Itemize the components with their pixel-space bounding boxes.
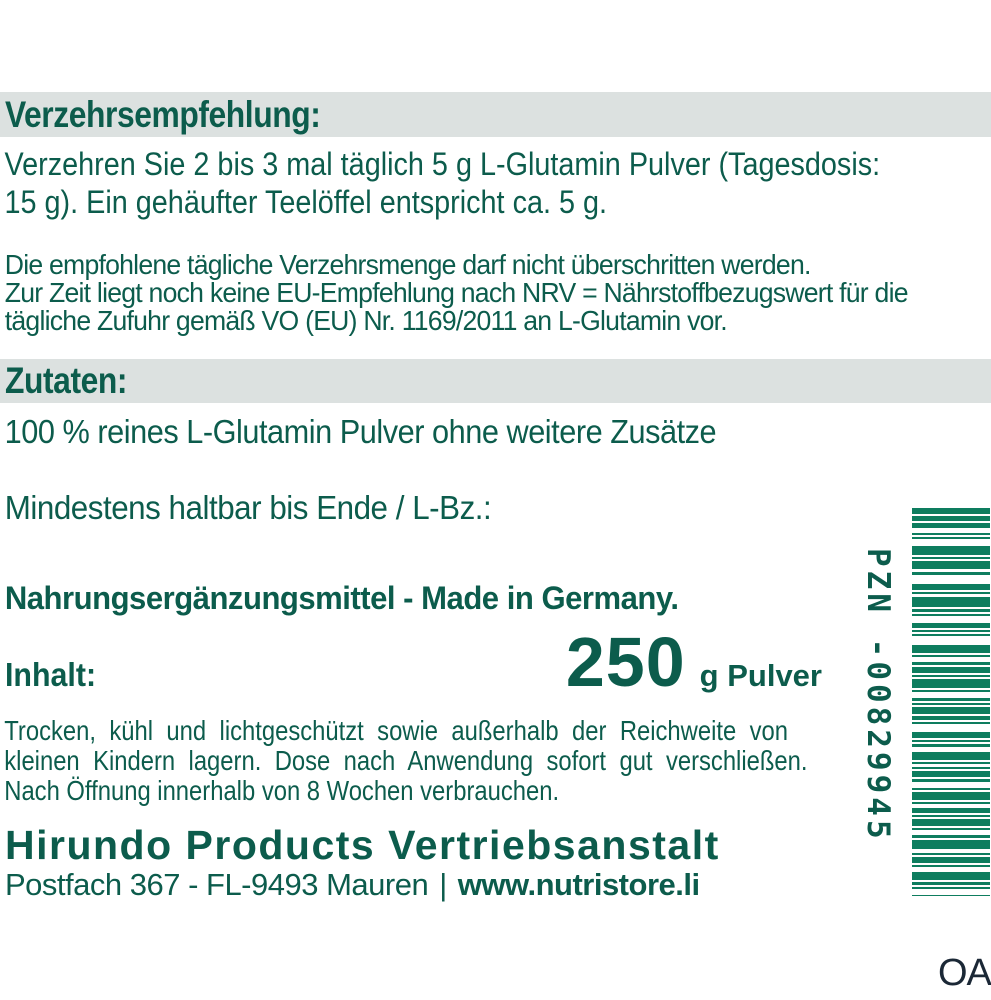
manufacturer-address: Postfach 367 - FL-9493 Mauren xyxy=(5,867,429,902)
content-label: Inhalt: xyxy=(5,656,97,693)
barcode-gap xyxy=(912,539,990,546)
storage-instructions-text xyxy=(0,716,842,806)
text-line: kleinen Kindern lagern. Dose nach Anwendung sofort gut verschließen. xyxy=(4,745,808,776)
barcode-gap xyxy=(912,724,990,732)
barcode-bar xyxy=(912,561,990,569)
pzn-barcode xyxy=(912,508,990,896)
content-amount-row xyxy=(0,623,822,701)
barcode-bar xyxy=(912,819,990,826)
regulatory-note-text xyxy=(0,251,941,335)
barcode-bar xyxy=(912,546,990,555)
barcode-bar xyxy=(912,707,990,714)
address-separator: | xyxy=(439,867,447,902)
text-line: Zur Zeit liegt noch keine EU-Empfehlung nach NRV = Nährstoffbezugswert für die xyxy=(4,277,908,308)
product-type-text: Nahrungsergänzungsmittel - Made in Germany. xyxy=(4,580,679,616)
section-title-zutaten: Zutaten: xyxy=(5,360,128,401)
section-title-verzehrsempfehlung: Verzehrsempfehlung: xyxy=(5,93,321,135)
manufacturer-website: www.nutristore.li xyxy=(457,867,700,902)
content-amount-unit: g Pulver xyxy=(699,658,822,693)
barcode-gap xyxy=(912,636,990,645)
barcode-bar xyxy=(912,792,990,800)
section-bar-zutaten xyxy=(0,359,991,403)
barcode-gap xyxy=(912,616,990,623)
manufacturer-address-row xyxy=(0,868,991,902)
text-line: Trocken, kühl und lichtgeschützt sowie außerhalb der Reichweite von xyxy=(4,715,789,746)
text-line: Die empfohlene tägliche Verzehrsmenge darf nicht überschritten werden. xyxy=(4,249,811,280)
dosage-recommendation-text xyxy=(0,145,892,221)
manufacturer-name: Hirundo Products Vertriebsanstalt xyxy=(5,822,720,868)
text-line: 15 g). Ein gehäufter Teelöffel entspricht ca. 5 g. xyxy=(4,184,608,220)
barcode-bar xyxy=(912,895,990,896)
barcode-bar xyxy=(912,597,990,607)
barcode-gap xyxy=(912,575,990,584)
ingredients-text: 100 % reines L-Glutamin Pulver ohne weitere Zusätze xyxy=(4,413,717,450)
barcode-bar xyxy=(912,679,990,688)
barcode-bar xyxy=(912,840,990,849)
best-before-label: Mindestens haltbar bis Ende / L-Bz.: xyxy=(4,489,492,526)
barcode-bar xyxy=(912,872,990,880)
text-line: tägliche Zufuhr gemäß VO (EU) Nr. 1169/2011 an L-Glutamin vor. xyxy=(4,305,727,336)
corner-watermark-text: OA xyxy=(938,952,991,994)
barcode-bar xyxy=(912,645,990,653)
barcode-bar xyxy=(912,752,990,760)
section-bar-verzehrsempfehlung xyxy=(0,92,991,137)
text-line: Nach Öffnung innerhalb von 8 Wochen verbrauchen. xyxy=(4,775,560,806)
content-amount-value: 250 xyxy=(565,623,686,701)
pzn-number-vertical-text: PZN -00829945 xyxy=(860,548,896,843)
text-line: Verzehren Sie 2 bis 3 mal täglich 5 g L-Glutamin Pulver (Tagesdosis: xyxy=(4,146,881,182)
top-margin xyxy=(0,0,991,92)
